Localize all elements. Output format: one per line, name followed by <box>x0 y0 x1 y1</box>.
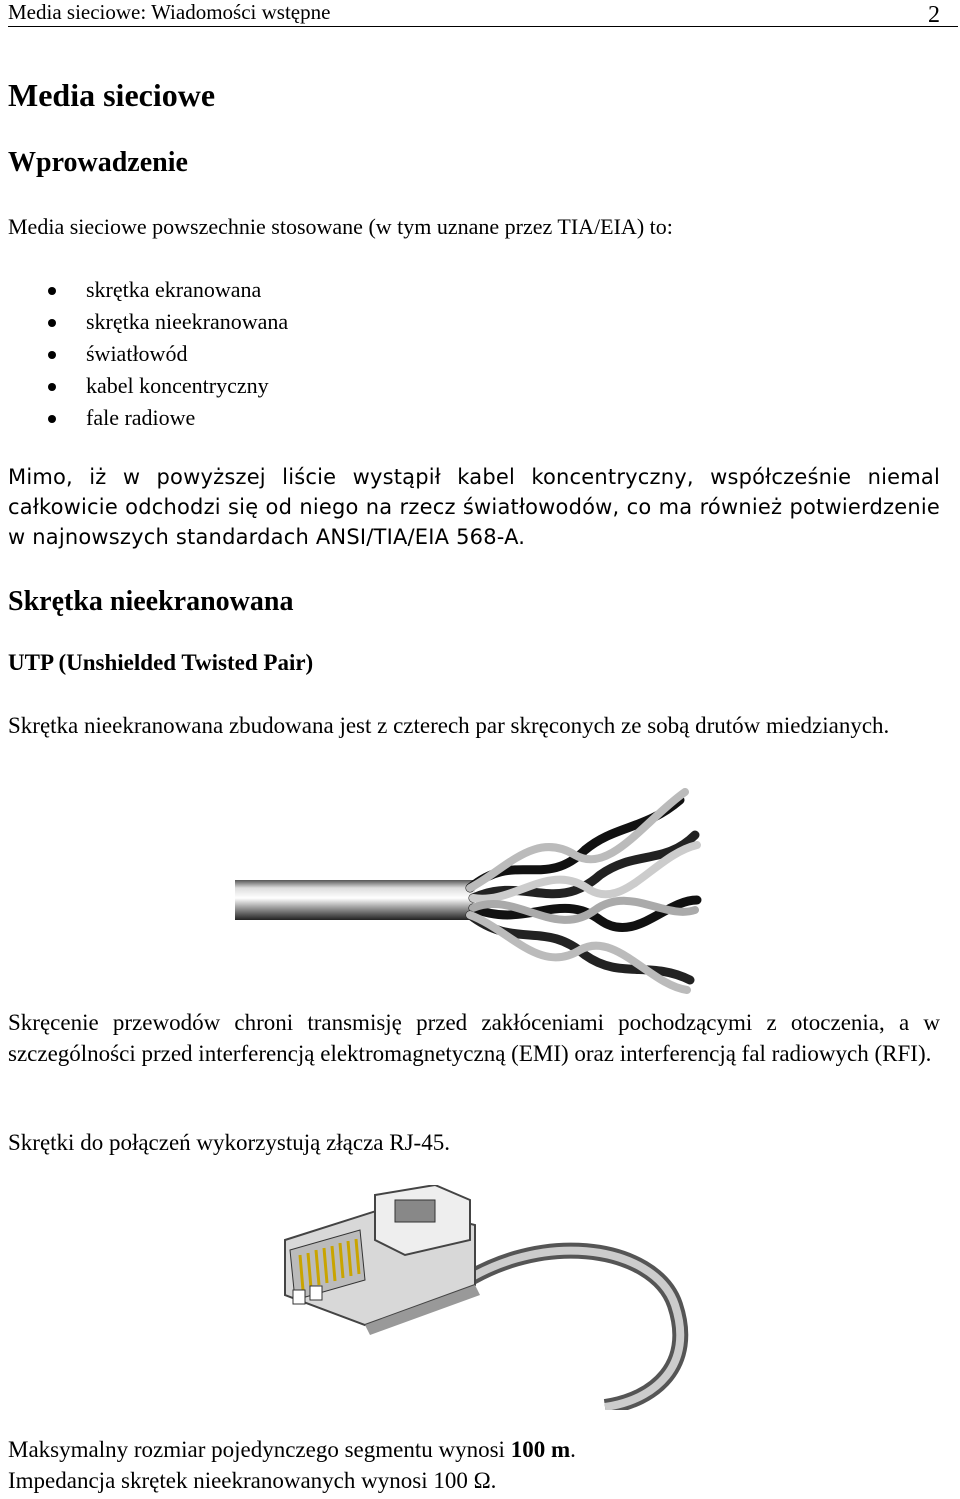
running-header-title: Media sieciowe: Wiadomości wstępne <box>8 0 331 24</box>
utp-subheading: UTP (Unshielded Twisted Pair) <box>8 650 314 675</box>
max-segment-value: 100 m <box>510 1437 571 1462</box>
list-item: fale radiowe <box>48 402 288 434</box>
twisted-pair-cable-image <box>225 780 705 995</box>
intro-paragraph: Media sieciowe powszechnie stosowane (w tym uznane przez TIA/EIA) to: <box>8 214 673 239</box>
coax-note-paragraph: Mimo, iż w powyższej liście wystąpił kabel koncentryczny, współcześnie niemal całkowicie odchodzi się od niego na rzecz światłowodów, co ma również potwierdzenie w najnowszych standardach ANSI/TIA/EIA 568-A. <box>8 465 940 549</box>
max-segment-line <box>8 1437 576 1463</box>
rj45-connector-image <box>275 1185 735 1410</box>
max-segment-suffix: . <box>570 1437 576 1462</box>
page-number: 2 <box>928 2 940 28</box>
utp-heading: Skrętka nieekranowana <box>8 586 294 617</box>
list-item: skrętka ekranowana <box>48 274 288 306</box>
utp-description: Skrętka nieekranowana zbudowana jest z czterech par skręconych ze sobą drutów miedzianych. <box>8 713 890 738</box>
main-heading: Media sieciowe <box>8 77 216 113</box>
list-item: kabel koncentryczny <box>48 370 288 402</box>
max-segment-prefix: Maksymalny rozmiar pojedynczego segmentu wynosi <box>8 1437 511 1462</box>
intro-heading: Wprowadzenie <box>8 147 188 178</box>
media-list <box>48 274 288 434</box>
rj45-paragraph: Skrętki do połączeń wykorzystują złącza RJ-45. <box>8 1130 450 1155</box>
list-item: skrętka nieekranowana <box>48 306 288 338</box>
impedance-line: Impedancja skrętek nieekranowanych wynosi 100 Ω. <box>8 1468 497 1493</box>
twist-paragraph: Skręcenie przewodów chroni transmisję przed zakłóceniami pochodzącymi z otoczenia, a w szczególności przed interferencją elektromagnetyczną (EMI) oraz interferencją fal radiowych (RFI). <box>8 1010 940 1066</box>
header-rule <box>8 26 958 27</box>
list-item: światłowód <box>48 338 288 370</box>
